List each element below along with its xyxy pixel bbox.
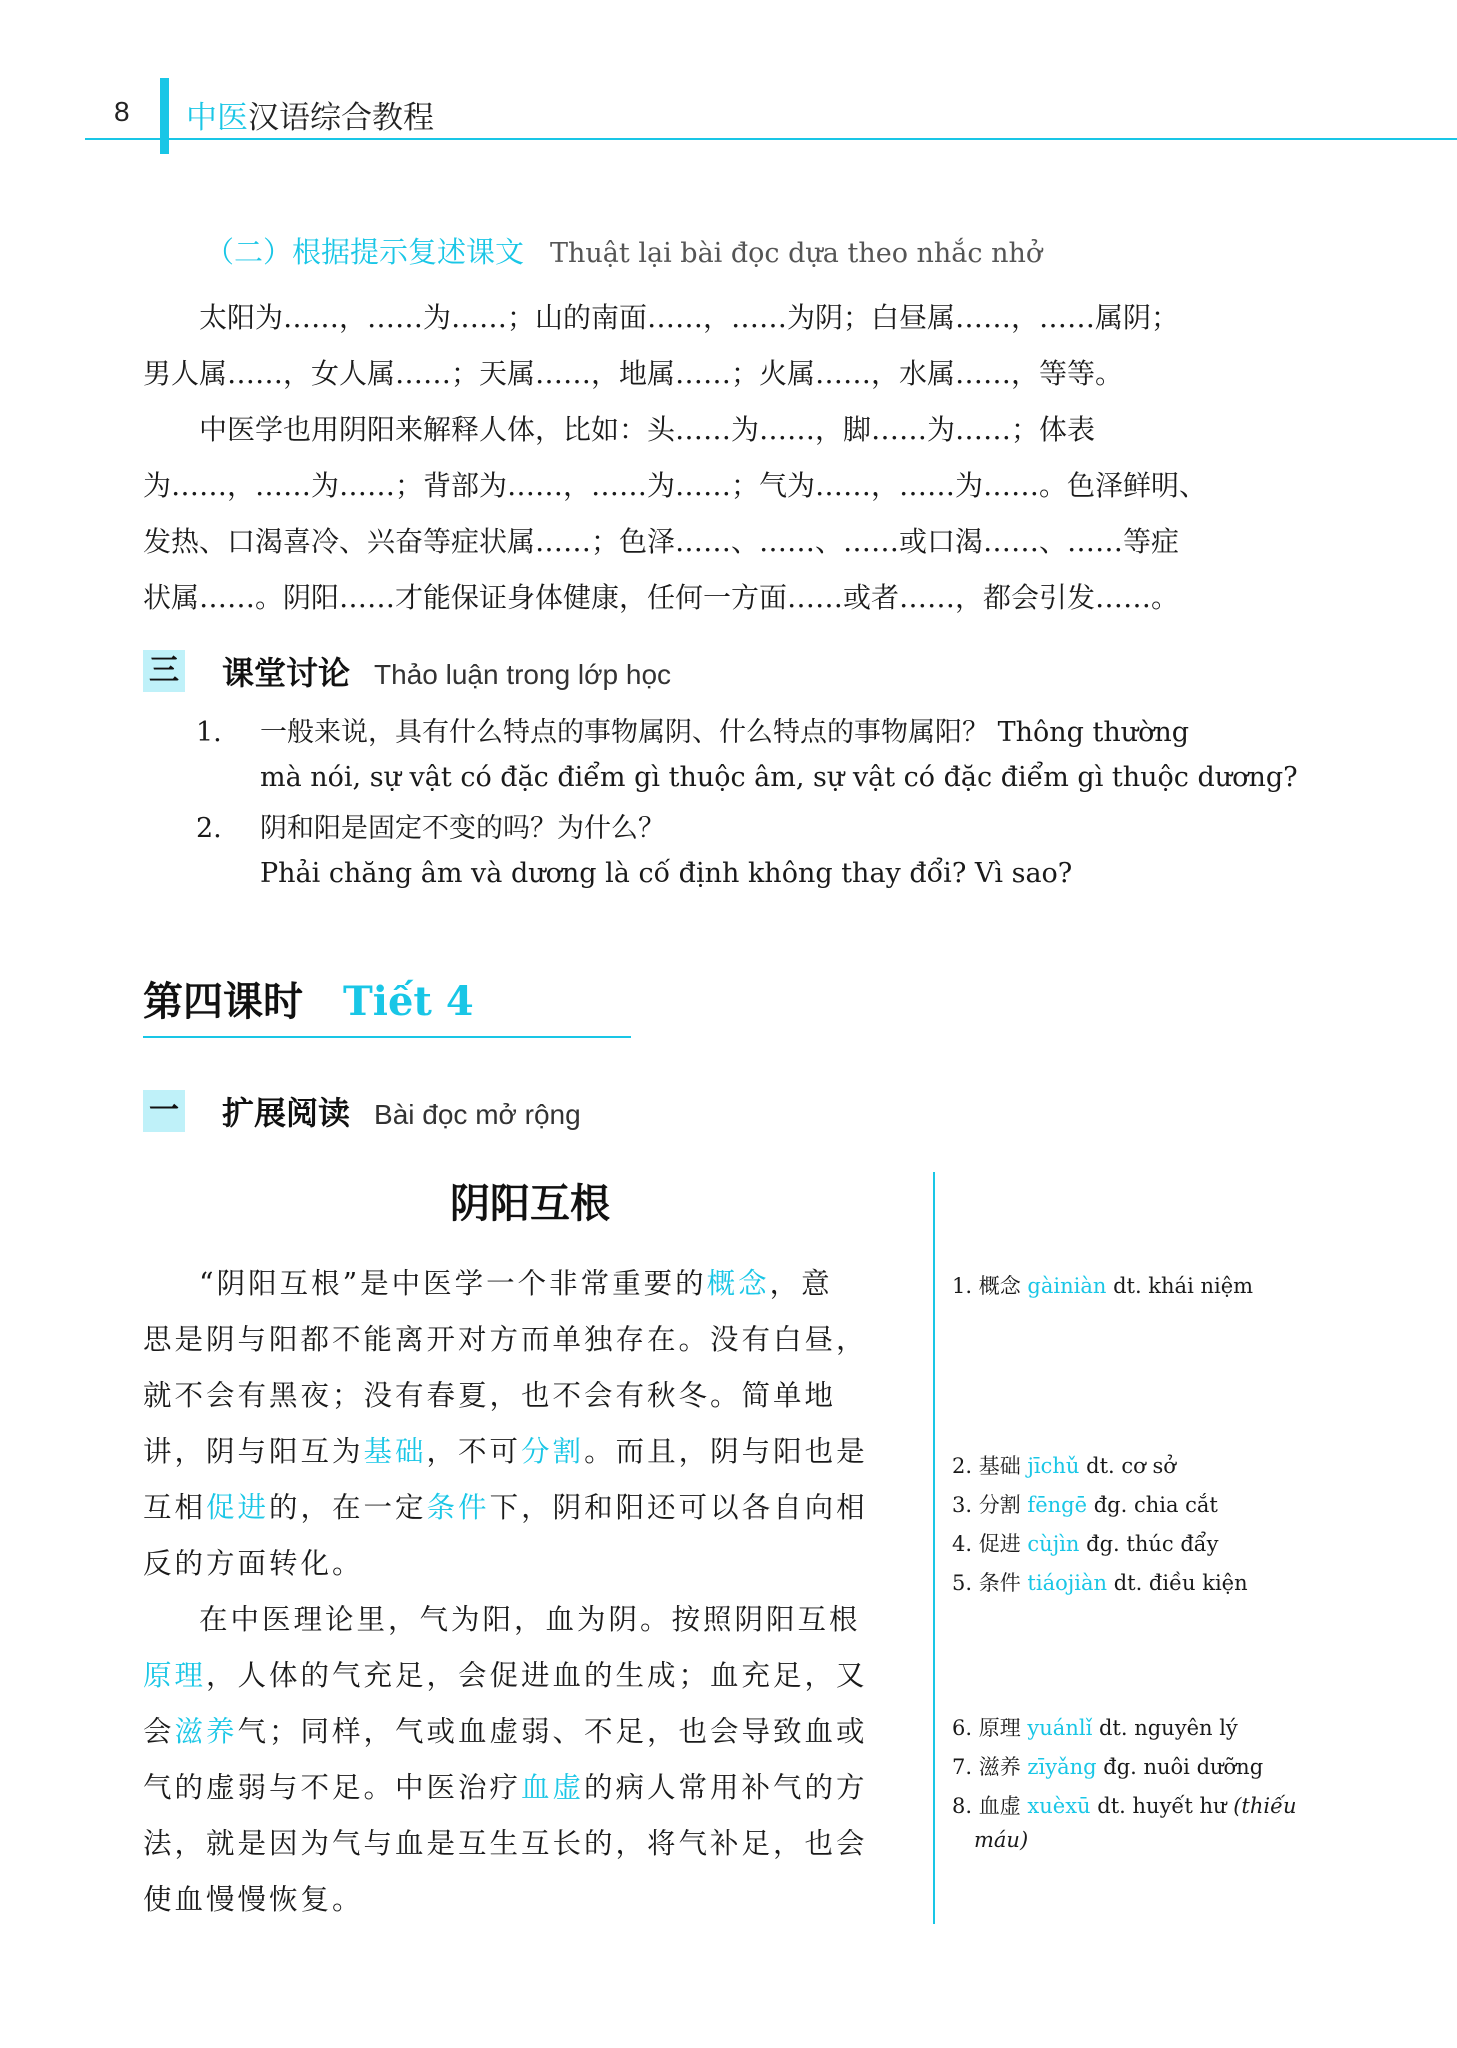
section-title-vi: Bài đọc mở rộng — [374, 1099, 581, 1130]
question-line: Phải chăng âm và dương là cố định không thay đổi? Vì sao? — [260, 858, 1073, 889]
gloss-item: 8. 血虚 xuèxū dt. huyết hư (thiếu — [952, 1794, 1297, 1818]
retell-heading-cn: （二）根据提示复述课文 — [205, 235, 525, 269]
text-line: 太阳为……，……为……；山的南面……，……为阴；白昼属……，……属阴； — [199, 301, 1180, 334]
book-title-rest: 汉语综合教程 — [248, 100, 434, 136]
gloss-item-continuation: máu) — [974, 1828, 1029, 1852]
text-line: 原理，人体的气充足，会促进血的生成；血充足，又 — [143, 1659, 868, 1692]
keyword: 基础 — [363, 1435, 427, 1468]
text-line: 就不会有黑夜；没有春夏，也不会有秋冬。简单地 — [143, 1379, 837, 1412]
keyword: 血虚 — [521, 1771, 585, 1804]
discussion-questions — [196, 710, 1298, 896]
lesson-title-vi: Tiết 4 — [343, 978, 474, 1025]
page-number: 8 — [114, 96, 130, 127]
question-line: 阴和阳是固定不变的吗？为什么？ — [260, 813, 665, 844]
gloss-item: 4. 促进 cùjìn đg. thúc đẩy — [952, 1532, 1219, 1556]
section-title-cn: 课堂讨论 — [222, 654, 351, 692]
gloss-item: 2. 基础 jīchǔ dt. cơ sở — [952, 1454, 1176, 1478]
text-line: 状属……。阴阳……才能保证身体健康，任何一方面……或者……，都会引发……。 — [143, 581, 1180, 614]
text-line: “阴阳互根”是中医学一个非常重要的概念，意 — [199, 1267, 833, 1300]
section-number-3: 三 — [143, 650, 185, 692]
question-item — [196, 710, 1298, 800]
question-line: mà nói, sự vật có đặc điểm gì thuộc âm, sự vật có đặc điểm gì thuộc dương? — [260, 762, 1298, 793]
text-line: 中医学也用阴阳来解释人体，比如：头……为……，脚……为……；体表 — [199, 413, 1096, 446]
question-number: 1. — [196, 717, 222, 748]
reading-passage — [143, 1256, 913, 1928]
text-line: 思是阴与阳都不能离开对方而单独存在。没有白昼， — [143, 1323, 868, 1356]
question-item — [196, 806, 1280, 896]
text-line: 会滋养气；同样，气或血虚弱、不足，也会导致血或 — [143, 1715, 868, 1748]
gloss-divider — [933, 1172, 935, 1924]
keyword: 原理 — [143, 1659, 207, 1692]
header-bar — [160, 78, 169, 154]
reading-title: 阴阳互根 — [450, 1181, 610, 1227]
keyword: 滋养 — [174, 1715, 238, 1748]
text-line: 在中医理论里，气为阳，血为阴。按照阴阳互根 — [199, 1603, 861, 1636]
retell-paragraph-1 — [143, 290, 1265, 402]
text-line: 法，就是因为气与血是互生互长的，将气补足，也会 — [143, 1827, 868, 1860]
gloss-item: 1. 概念 gàiniàn dt. khái niệm — [952, 1274, 1254, 1298]
keyword: 促进 — [206, 1491, 270, 1524]
text-line: 气的虚弱与不足。中医治疗血虚的病人常用补气的方 — [143, 1771, 868, 1804]
retell-heading-vi: Thuật lại bài đọc dựa theo nhắc nhở — [550, 238, 1043, 269]
text-line: 讲，阴与阳互为基础，不可分割。而且，阴与阳也是 — [143, 1435, 868, 1468]
keyword: 条件 — [426, 1491, 490, 1524]
text-line: 男人属……，女人属……；天属……，地属……；火属……，水属……，等等。 — [143, 357, 1124, 390]
text-line: 为……，……为……；背部为……，……为……；气为……，……为……。色泽鲜明、 — [143, 469, 1208, 502]
gloss-item: 6. 原理 yuánlǐ dt. nguyên lý — [952, 1716, 1238, 1740]
section-title-cn: 扩展阅读 — [222, 1094, 351, 1132]
lesson-heading — [143, 970, 474, 1027]
keyword: 概念 — [706, 1267, 770, 1300]
text-line: 反的方面转化。 — [143, 1547, 364, 1580]
keyword: 分割 — [521, 1435, 585, 1468]
gloss-item: 7. 滋养 zīyǎng đg. nuôi dưỡng — [952, 1755, 1264, 1779]
text-line: 使血慢慢恢复。 — [143, 1883, 364, 1916]
question-line: 一般来说，具有什么特点的事物属阴、什么特点的事物属阳？ Thông thường — [260, 717, 1190, 748]
book-title-accent: 中医 — [186, 100, 248, 136]
text-line: 发热、口渴喜冷、兴奋等症状属……；色泽……、……、……或口渴……、……等症 — [143, 525, 1180, 558]
retell-heading — [205, 230, 1327, 271]
text-line: 互相促进的，在一定条件下，阴和阳还可以各自向相 — [143, 1491, 868, 1524]
gloss-item: 5. 条件 tiáojiàn dt. điều kiện — [952, 1571, 1248, 1595]
section-number-1: 一 — [143, 1090, 185, 1132]
book-title — [186, 92, 434, 137]
retell-paragraph-2 — [143, 402, 1265, 626]
gloss-item: 3. 分割 fēngē đg. chia cắt — [952, 1493, 1218, 1517]
header-rule — [85, 138, 1457, 140]
lesson-title-cn: 第四课时 — [143, 979, 303, 1025]
lesson-rule — [143, 1036, 631, 1038]
section-title-vi: Thảo luận trong lớp học — [374, 659, 672, 690]
section-title-reading — [222, 1088, 581, 1134]
question-number: 2. — [196, 813, 222, 844]
section-title-discussion — [222, 648, 671, 694]
